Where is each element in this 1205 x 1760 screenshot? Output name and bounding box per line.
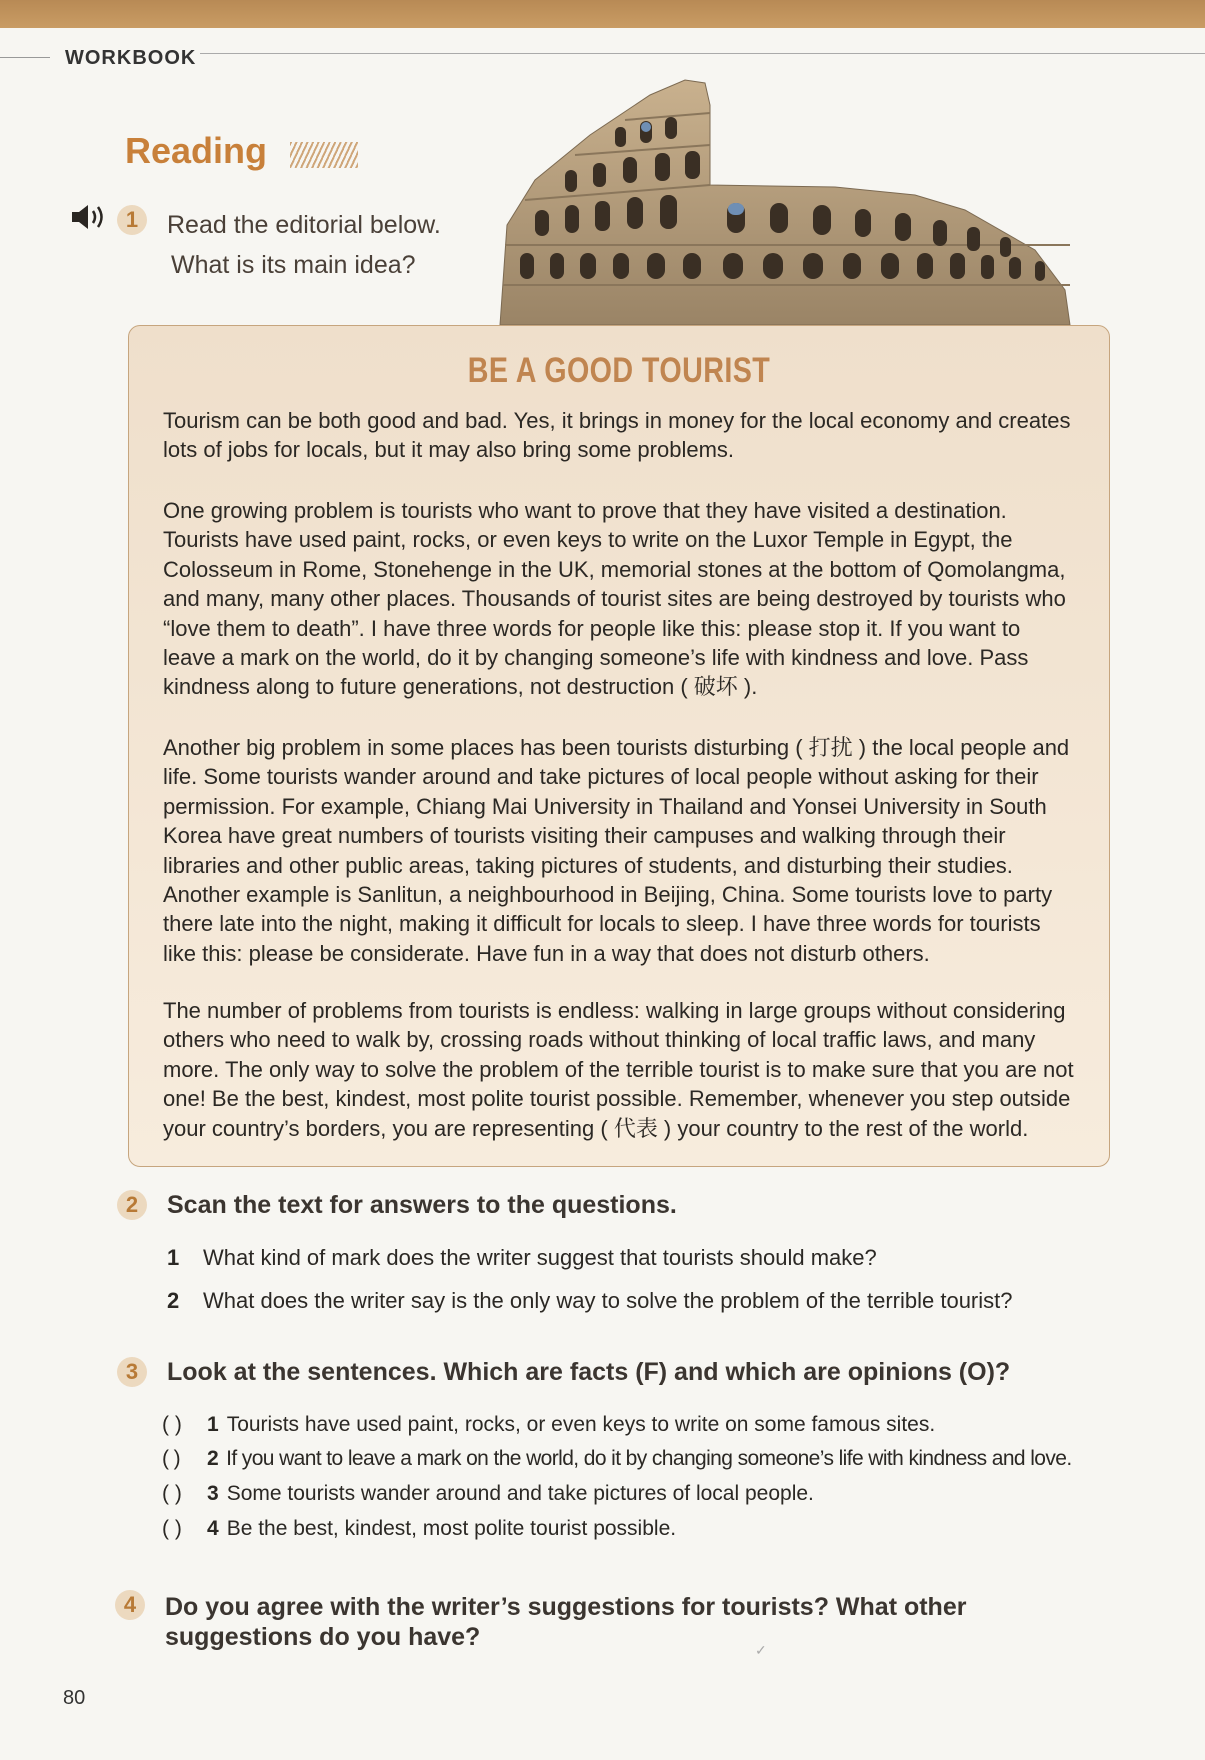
item-text: Tourists have used paint, rocks, or even keys to write on some famous sites. [226, 1413, 936, 1436]
fact-opinion-item-1 [162, 1413, 935, 1437]
audio-speaker-icon[interactable] [70, 203, 108, 236]
task1-instruction [167, 205, 441, 285]
colosseum-illustration [495, 75, 1080, 325]
section-header-label: WORKBOOK [65, 47, 197, 69]
item-number: 1 [207, 1413, 219, 1436]
item-text: Some tourists wander around and take pictures of local people. [226, 1482, 814, 1505]
answer-blank[interactable]: ( ) [162, 1447, 181, 1470]
task-number-3: 3 [117, 1357, 147, 1387]
answer-blank[interactable]: ( ) [162, 1482, 182, 1505]
task4-line1: Do you agree with the writer’s suggestions for tourists? What other [165, 1593, 967, 1621]
task2-title: Scan the text for answers to the questions. [167, 1191, 677, 1219]
passage-paragraph-3: Another big problem in some places has been tourists disturbing ( 打扰 ) the local people and life. Some tourists wander around and take pictures of local people without asking for their permission. For example, Chiang Mai University in Thailand and Yonsei University in South Korea have great numbers of tourists visiting their campuses and walking through their libraries and other public areas, taking pictures of students, and disturbing their studies. Another example is Sanlitun, a neighbourhood in Beijing, China. Some tourists love to party there late into the night, making it difficult for locals to sleep. I have three words for tourists like this: please be considerate. Have fun in a way that does not disturb others. [163, 735, 1070, 966]
page-number: 80 [63, 1687, 86, 1709]
answer-blank[interactable]: ( ) [162, 1413, 182, 1436]
item-text: Be the best, kindest, most polite tourist possible. [226, 1517, 677, 1540]
task2-question-1 [167, 1245, 877, 1271]
question-number: 2 [167, 1288, 180, 1313]
header-rule-left [0, 57, 50, 58]
task-number-1: 1 [117, 205, 147, 235]
fact-opinion-item-4 [162, 1517, 676, 1541]
task-number-4: 4 [115, 1590, 145, 1620]
question-number: 1 [167, 1245, 180, 1270]
task4-title [165, 1592, 966, 1652]
pen-mark-decoration: ✓ [755, 1642, 767, 1658]
task3-title: Look at the sentences. Which are facts (F) and which are opinions (O)? [167, 1358, 1011, 1386]
section-title: Reading [125, 130, 268, 171]
fact-opinion-item-2 [162, 1447, 1072, 1471]
item-number: 4 [207, 1517, 219, 1540]
fact-opinion-item-3 [162, 1482, 814, 1506]
item-number: 3 [207, 1482, 219, 1505]
passage-paragraph-4: The number of problems from tourists is endless: walking in large groups without considering others who need to walk by, crossing roads without thinking of local traffic laws, and many more. The only way to solve the problem of the terrible tourist is to make sure that you are not one! Be the best, kindest, most polite tourist possible. Remember, whenever you step outside your country’s borders, you are representing ( 代表 ) your country to the rest of the world. [163, 998, 1074, 1141]
editorial-passage [128, 325, 1110, 1167]
passage-paragraph-2: One growing problem is tourists who want to prove that they have visited a destination. Tourists have used paint, rocks, or even keys to write on the Luxor Temple in Egypt, the Colosseum in Rome, Stonehenge in the UK, memorial stones at the bottom of Qomolangma, and many, many other places. Thousands of tourist sites are being destroyed by tourists who “love them to death”. I have three words for people like this: please stop it. If you want to leave a mark on the world, do it by changing someone’s life with kindness and love. Pass kindness along to future generations, not destruction ( 破坏 ). [163, 498, 1066, 700]
top-color-strip [0, 0, 1205, 28]
question-text: What does the writer say is the only way to solve the problem of the terrible tourist? [203, 1288, 1013, 1313]
task4-line2: suggestions do you have? [165, 1623, 481, 1651]
task1-line1: Read the editorial below. [167, 211, 441, 239]
answer-blank[interactable]: ( ) [162, 1517, 182, 1540]
question-text: What kind of mark does the writer suggest that tourists should make? [203, 1245, 877, 1270]
task2-question-2 [167, 1288, 1013, 1314]
item-number: 2 [207, 1447, 219, 1470]
item-text: If you want to leave a mark on the world, do it by changing someone’s life with kindness and love. [226, 1447, 1072, 1470]
header-rule-right [200, 53, 1205, 54]
passage-title: BE A GOOD TOURIST [467, 351, 771, 390]
title-hatch-decoration [290, 142, 358, 168]
passage-paragraph-1: Tourism can be both good and bad. Yes, it brings in money for the local economy and creates lots of jobs for locals, but it may also bring some problems. [163, 408, 1071, 463]
task-number-2: 2 [117, 1190, 147, 1220]
task1-line2: What is its main idea? [171, 251, 416, 279]
